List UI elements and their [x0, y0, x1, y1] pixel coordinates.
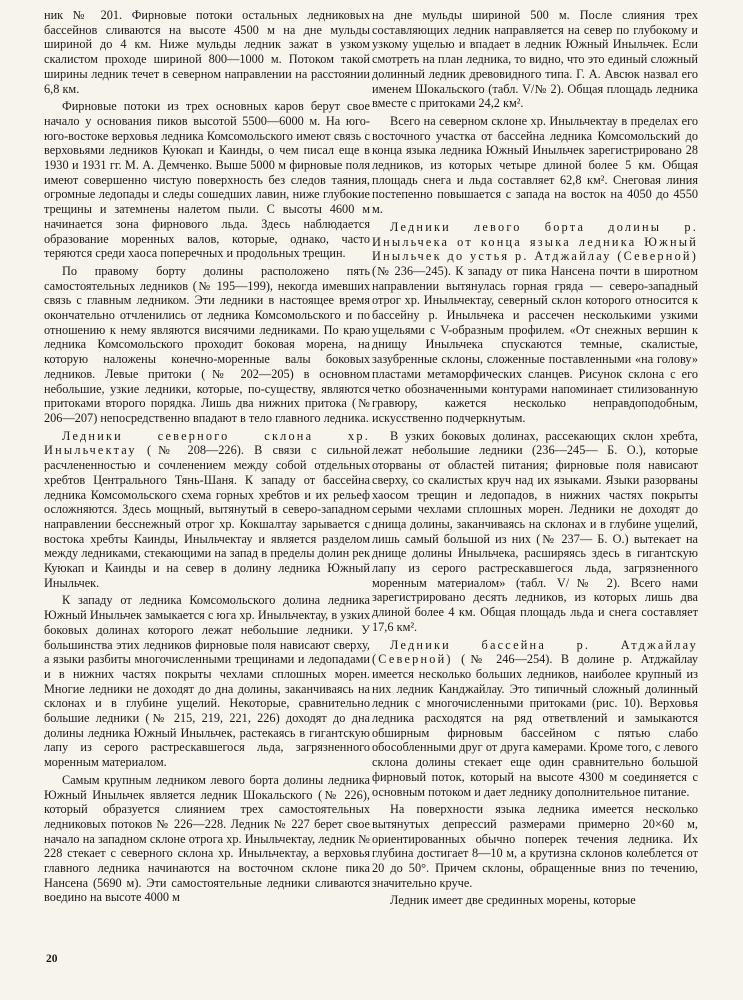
- left-column: [44, 8, 370, 908]
- paragraph: ник № 201. Фирновые потоки остальных ледниковых бассейнов сливаются на высоте 4500 м на дне мульды шириной до 4 км. Ниже мульды ледник зажат в узком скалистом проходе шириной 800—1000 м. Потоком такой ширины ледник течет в северном направлении на расстоянии 6,8 км.: [44, 8, 370, 96]
- paragraph: Ледник имеет две срединных морены, которые: [390, 893, 636, 908]
- paragraph: В узких боковых долинах, рассекающих склон хребта, лежат небольшие ледники (236—245— Б. О.), которые оторваны от областей питания; фирновые поля нависают сверху, со скалистых круч над их языками. Языки разорваны хаосом трещин и ледопадов, в нижних частях покрыты серыми чехлами сплошных морен. Ледники не доходят до днища долины, заканчиваясь на склонах и в глубине ущелий, лишь самый большой из них (№ 237— Б. О.) вытекает на днище долины Иныльчека, расширяясь здесь в гигантскую лапу из серого растрескавшегося льда, загрязненного моренным материалом» (табл. V/№ 2). Всего нами зарегистрировано десять ледников, из которых лишь два длиной более 4 км. Общая площадь льда и снега составляет 17,6 км².: [372, 428, 698, 634]
- section-heading: Ледники бассейна р. Атджайлау (Северной): [372, 637, 698, 667]
- section-text: (№ 236—245). К западу от пика Нансена почти в широтном направлении вытянулась горная гряда — северо-западный отрог хр. Иныльчектау, северный склон которого относится к бассейну р. Иныльчека и рассечен несколькими узкими ущельями с V-образным профилем. «От снежных вершин к днищу Иныльчека спускаются темные, скалистые, зазубренные склоны, сложенные поставленными «на голову» пластами метаморфических сланцев. Рисунок склона с его четко обозначенными контурами напоминает стилизованную гравюру, кажется несколько неправдоподобным, искусственно подчеркнутым.: [372, 263, 698, 425]
- paragraph: К западу от ледника Комсомольского долина ледника Южный Иныльчек замыкается с юга хр. Иныльчектау, в узких боковых долинах которого лежат небольшие ледники. У большинства этих ледников фирновые поля нависают сверху, а языки разбиты многочисленными трещинами и ледопадами и в нижних частях покрыты чехлами сплошных морен. Многие ледники не доходят до дна долины, заканчиваясь на склонах и в глубине ущелий. Некоторые, сравнительно большие ледники (№ 215, 219, 221, 226) доходят до дна долины ледника Южный Иныльчек, растекаясь в гигантскую лапу из серого растрескавшегося льда, загрязненного моренным материалом.: [44, 593, 370, 770]
- paragraph: На поверхности языка ледника имеется несколько вытянутых депрессий размерами примерно 20×60 м, ориентированных обычно поперек течения ледника. Их глубина достигает 8—10 м, а крутизна склонов колеблется от 20 до 50°. Причем склоны, обращенные вниз по течению, значительно круче.: [372, 802, 698, 890]
- section-text: (№ 208—226). В связи с сильной расчлененностью и сочленением между собой отдельных хребтов Центрального Тянь-Шаня. К западу от бассейна ледника Комсомольского схема горных хребтов и их рельеф осложняются. Здесь мощный, вытянутый в северо-западном направлении бесснежный отрог хр. Кокшалтау зарывается с востока хребты Каинды, Иныльчектау и является разделом между ледниками, стекающими на запад в пределы долин рек Куюкап и Каинды и на север в долину ледника Южный Иныльчек.: [44, 443, 370, 590]
- section-paragraph: [44, 429, 370, 591]
- paragraph: По правому борту долины расположено пять самостоятельных ледников (№ 195—199), некогда имевших связь с главным ледником. Эти ледники в настоящее время окончательно отчленились от ледника Комсомольского и по отношению к нему являются висячими ледниками. По краю ледника Комсомольского проходит боковая морена, на которую наложены конечно-моренные валы боковых ледников. Левые притоки (№ 202—205) в основном небольшие, узкие ледники, которые, по-существу, являются притоками второго порядка. Лишь два нижних притока (№ 206—207) непосредственно впадают в тело главного ледника.: [44, 263, 370, 425]
- paragraph: Самым крупным ледником левого борта долины ледника Южный Иныльчек является ледник Шокальского (№ 226), который образуется слиянием трех самостоятельных ледниковых потоков № 226—228. Ледник № 227 берет свое начало на западном склоне отрога хр. Иныльчектау, ледник № 228 стекает с северного склона хр. Иныльчектау, а верховья главного ледника начинаются на восточном склоне пика Нансена (5690 м). Эти самостоятельные ледники сливаются воедино на высоте 4000 м: [44, 772, 370, 905]
- right-column: [372, 8, 698, 911]
- page-number: 20: [46, 953, 58, 965]
- paragraph: на дне мульды шириной 500 м. После слияния трех составляющих ледник направляется на север по глубокому и узкому ущелью и впадает в ледник Южный Иныльчек. Если смотреть на план ледника, то видно, что это единый сложный долинный ледник древовидного типа. Г. А. Авсюк назвал его именем Шокальского (табл. V/№ 2). Общая площадь ледника вместе с притоками 24,2 км².: [372, 8, 698, 111]
- section-paragraph: [372, 220, 698, 426]
- paragraph: Всего на северном склоне хр. Иныльчектау в пределах его восточного участка от бассейна ледника Комсомольский до конца языка ледника Южный Иныльчек зарегистрировано 28 ледников, из которых четыре длиной более 5 км. Общая площадь снега и льда составляет 62,8 км². Снеговая линия постепенно повышается с запада на восток на 4050 до 4550 м.: [372, 113, 698, 217]
- section-paragraph: [372, 638, 698, 800]
- section-heading: Ледники левого борта долины р. Иныльчека от конца языка ледника Южный Иныльчек до устья р. Атджайлау (Северной): [372, 219, 698, 264]
- section-heading: Ледники северного склона хр. Иныльчектау: [44, 428, 370, 458]
- paragraph: Фирновые потоки из трех основных каров берут свое начало у основания пиков высотой 5500—6000 м. На юго-юго-востоке верховья ледника Комсомольского имеют связь с верховьями ледников Куюкап и Каинды, о чем писал еще в 1930 и 1931 гг. М. А. Демченко. Выше 5000 м фирновые поля имеют совершенно чистую поверхность без следов таяния, огромные ледопады и следы сошедших лавин, ниже глубокие трещины и затемнены налетом пыли. С высоты 4600 м начинается зона фирнового льда. Здесь наблюдается образование моренных валов, которые, однако, часто теряются среди хаоса поперечных и продольных трещин.: [44, 99, 370, 261]
- section-text: (№ 246—254). В долине р. Атджайлау имеется несколько больших ледников, наиболее крупный из них ледник Канджайлау. Это типичный сложный долинный ледник с многочисленными притоками (рис. 10). Верховья ледника расходятся на ряд ответвлений и замыкаются обширным фирновым бассейном с пятью слабо обособленными друг от друга камерами. Кроме того, с левого склона долины стекает еще один сравнительно большой фирновый поток, который на высоте 4300 м соединяется с основным потоком и дает леднику дополнительное питание.: [372, 652, 698, 799]
